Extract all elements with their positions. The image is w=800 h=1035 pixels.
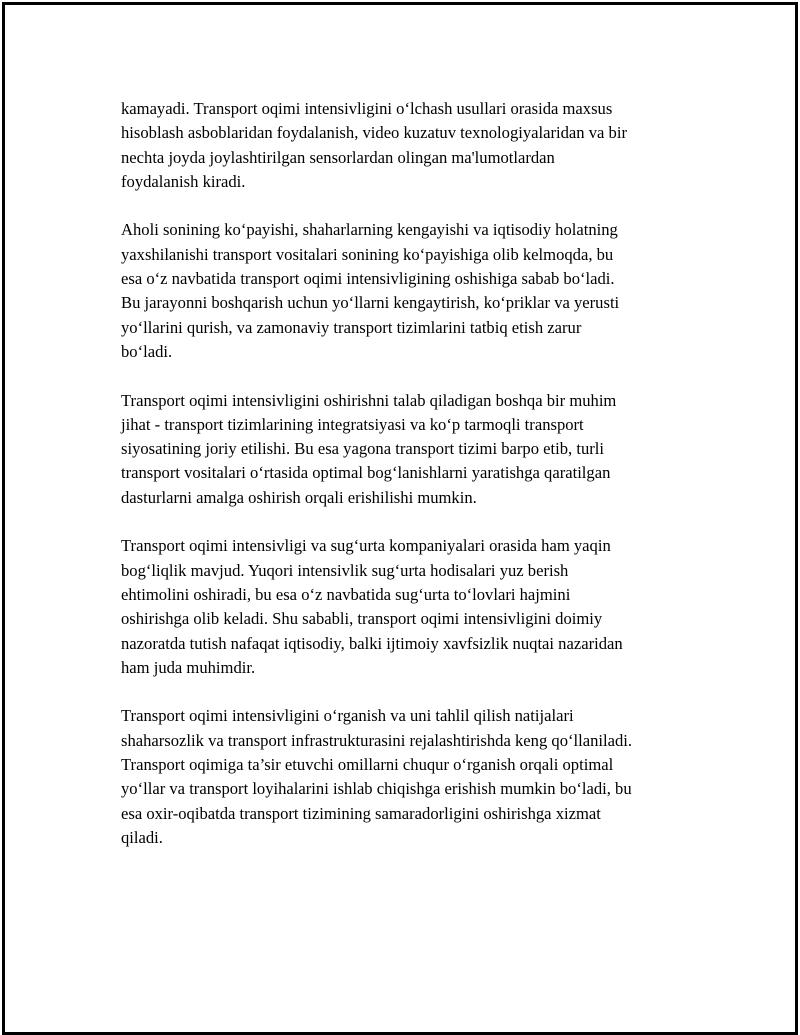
- paragraph-2: [121, 218, 701, 364]
- text-line: yo‘llar va transport loyihalarini ishlab chiqishga erishish mumkin bo‘ladi, bu: [121, 779, 632, 799]
- paragraph-4: [121, 534, 701, 680]
- text-line: bog‘liqlik mavjud. Yuqori intensivlik sug‘urta hodisalari yuz berish: [121, 560, 569, 580]
- document-body: [121, 97, 701, 875]
- paragraph-1: [121, 97, 701, 194]
- text-line: dasturlarni amalga oshirish orqali erishilishi mumkin.: [121, 487, 477, 507]
- text-line: Transport oqimiga ta’sir etuvchi omillarni chuqur o‘rganish orqali optimal: [121, 755, 614, 775]
- text-line: ehtimolini oshiradi, bu esa o‘z navbatida sug‘urta to‘lovlari hajmini: [121, 584, 571, 604]
- paragraph-3: [121, 389, 701, 510]
- text-line: Bu jarayonni boshqarish uchun yo‘llarni kengaytirish, ko‘priklar va yerusti: [121, 293, 620, 313]
- text-line: Transport oqimi intensivligini oshirishni talab qiladigan boshqa bir muhim: [121, 390, 617, 410]
- text-line: nechta joyda joylashtirilgan sensorlardan olingan ma'lumotlardan: [121, 147, 555, 167]
- text-line: Transport oqimi intensivligini o‘rganish va uni tahlil qilish natijalari: [121, 706, 574, 726]
- text-line: transport vositalari o‘rtasida optimal bog‘lanishlarni yaratishga qaratilgan: [121, 463, 611, 483]
- text-line: esa o‘z navbatida transport oqimi intensivligining oshishiga sabab bo‘ladi.: [121, 269, 615, 289]
- text-line: yo‘llarini qurish, va zamonaviy transport tizimlarini tatbiq etish zarur: [121, 317, 582, 337]
- text-line: qiladi.: [121, 827, 163, 847]
- text-line: oshirishga olib keladi. Shu sababli, transport oqimi intensivligini doimiy: [121, 609, 603, 629]
- text-line: shaharsozlik va transport infrastrukturasini rejalashtirishda keng qo‘llaniladi.: [121, 730, 633, 750]
- text-line: nazoratda tutish nafaqat iqtisodiy, balki ijtimoiy xavfsizlik nuqtai nazaridan: [121, 633, 623, 653]
- text-line: bo‘ladi.: [121, 341, 173, 361]
- text-line: esa oxir-oqibatda transport tizimining samaradorligini oshirishga xizmat: [121, 803, 601, 823]
- text-line: Transport oqimi intensivligi va sug‘urta kompaniyalari orasida ham yaqin: [121, 536, 611, 556]
- text-line: jihat - transport tizimlarining integratsiyasi va ko‘p tarmoqli transport: [121, 414, 584, 434]
- page-frame: [2, 2, 798, 1035]
- text-line: ham juda muhimdir.: [121, 657, 256, 677]
- text-line: yaxshilanishi transport vositalari sonining ko‘payishiga olib kelmoqda, bu: [121, 244, 614, 264]
- text-line: siyosatining joriy etilishi. Bu esa yagona transport tizimi barpo etib, turli: [121, 439, 604, 459]
- text-line: foydalanish kiradi.: [121, 171, 246, 191]
- text-line: hisoblash asboblaridan foydalanish, video kuzatuv texnologiyalaridan va bir: [121, 123, 627, 143]
- text-line: Aholi sonining ko‘payishi, shaharlarning kengayishi va iqtisodiy holatning: [121, 220, 618, 240]
- text-line: kamayadi. Transport oqimi intensivligini o‘lchash usullari orasida maxsus: [121, 99, 613, 118]
- paragraph-5: [121, 704, 701, 850]
